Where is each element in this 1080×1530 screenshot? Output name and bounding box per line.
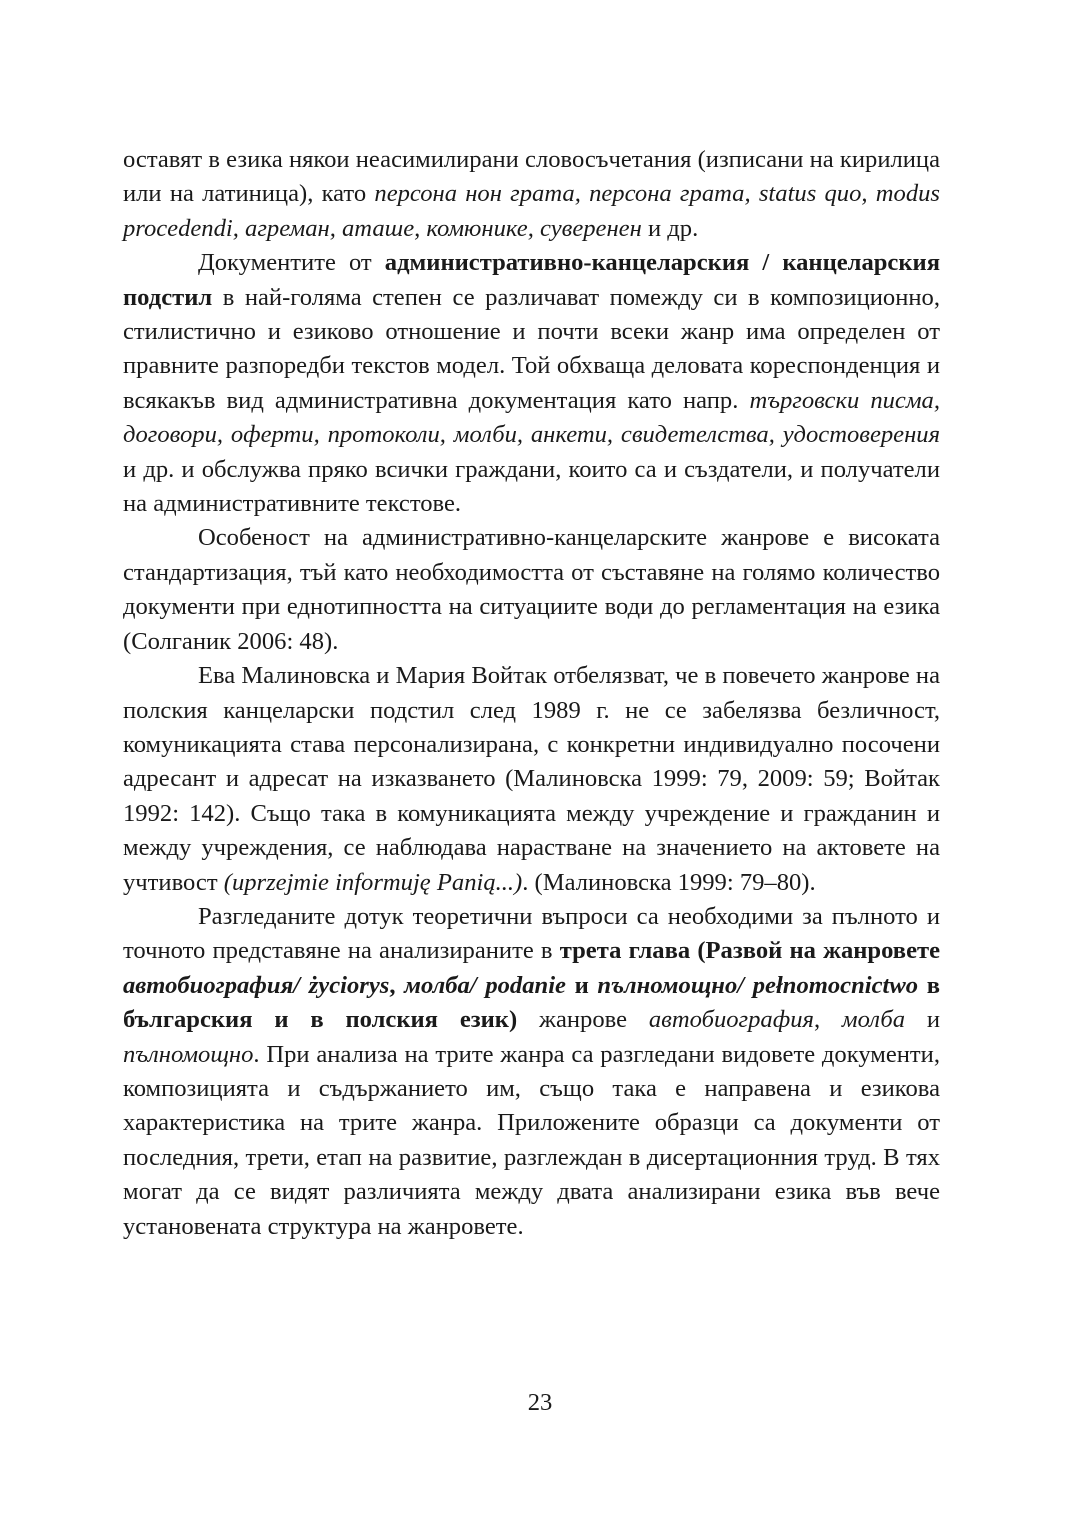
bold-italic-segment — [597, 972, 918, 999]
italic-segment: пълномощно — [123, 1040, 254, 1068]
bold-italic-segment — [123, 972, 389, 999]
bold-segment: трета глава (Развой на жанровете — [559, 937, 940, 965]
bold-segment: и — [565, 971, 598, 999]
paragraph-5 — [123, 900, 940, 1244]
text-segment: оставят в езика някои неасимилирани словосъчетания (изписани на кирилица или на латиница), като — [123, 146, 940, 208]
text-segment: Ева Малиновска и Мария Войтак отбелязват, че в повечето жанрове на полския канцеларски подстил след 1989 г. не се забелязва безличност, комуникацията става персонализирана, с конкретни индивидуално посочени адресант и адресат на изказването (Малиновска 1999: 79, 2009: 59; Войтак 1992: 142). Също така в комуникацията между учреждение и гражданин и между учреждения, се наблюдава нарастване на значението на актовете на учтивост — [123, 662, 940, 896]
text-segment: и — [905, 1006, 940, 1034]
text-segment: Документите от — [198, 249, 385, 277]
text-segment: и др. — [641, 214, 699, 242]
text-segment: и др. и обслужва пряко всички граждани, които са и създатели, и получатели на административните текстове. — [123, 455, 940, 518]
paragraph-2 — [123, 246, 940, 521]
bold-italic-text: пълномощно/ pełnomocnictwo — [597, 971, 919, 999]
paragraph-1 — [123, 143, 940, 246]
text-segment: Особеност на административно-канцеларските жанрове е високата стандартизация, тъй като необходимостта от съставяне на голямо количество документи при еднотипността на ситуациите води до регламентация на езика (Солганик 2006: 48). — [123, 524, 940, 655]
text-segment: жанрове — [517, 1006, 649, 1034]
text-segment: . (Малиновска 1999: 79–80). — [522, 868, 816, 896]
italic-segment: търговски писма, договори, оферти, протоколи, молби, анкети, свидетелства, удостоверения — [123, 386, 940, 449]
italic-segment: (uprzejmie informuję Panią...) — [223, 868, 523, 896]
italic-segment: автобиография — [648, 1006, 814, 1034]
bold-italic-text: молба/ podanie — [404, 971, 566, 999]
bold-segment: , — [389, 971, 405, 999]
bold-italic-text: автобиография/ życiorys — [123, 971, 390, 999]
italic-segment: персона нон грата, персона грата, status quo, modus procedendi, агреман, аташе, комюнике, суверенен — [123, 180, 940, 242]
text-segment: , — [813, 1006, 842, 1034]
bold-italic-segment — [404, 972, 566, 999]
italic-segment: молба — [841, 1006, 905, 1034]
bold-segment: административно-канцеларския / канцеларския подстил — [123, 249, 940, 311]
text-segment: Разгледаните дотук теоретични въпроси са необходими за пълното и точното представяне на анализираните в — [123, 902, 940, 965]
text-segment: в най-голяма степен се различават помежду си в композиционно, стилистично и езиково отношение и почти всеки жанр има определен от правните разпоредби текстов модел. Той обхваща деловата кореспонденция и всякакъв вид административна документация като напр. — [123, 283, 940, 414]
paragraph-3 — [123, 521, 940, 659]
paragraph-4 — [123, 659, 940, 900]
page-number: 23 — [527, 1389, 553, 1416]
page-body — [123, 143, 940, 1244]
bold-segment: в българския и в полския език) — [123, 971, 940, 1034]
text-segment: . При анализа на трите жанра са разгледани видовете документи, композицията и съдържанието им, също така е направена и езикова характеристика на трите жанра. Приложените образци са документи от последния, трети, етап на развитие, разглеждан в дисертационния труд. В тях могат да се видят различията между двата анализирани езика във вече установената структура на жанровете. — [123, 1040, 940, 1240]
